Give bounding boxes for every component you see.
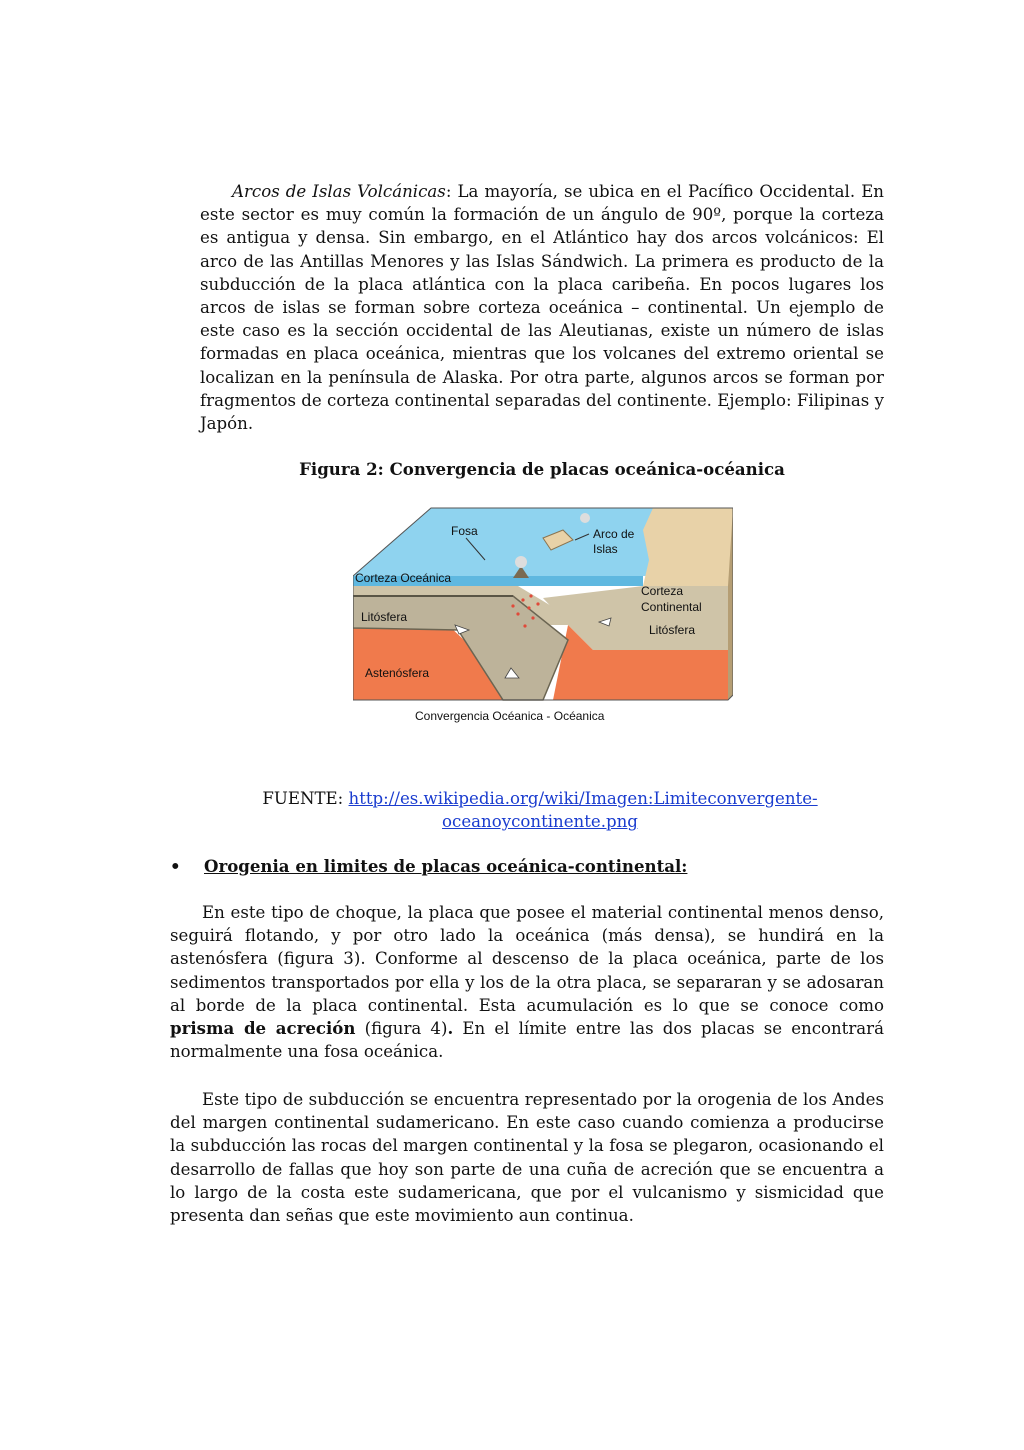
label-arco-line2: Islas [593, 542, 618, 556]
label-litosfera-right: Litósfera [649, 623, 696, 637]
term-arcos-islas: Arcos de Islas Volcánicas [232, 182, 446, 201]
label-arco-line1: Arco de [593, 527, 635, 541]
figure-caption: Figura 2: Convergencia de placas oceánica-océanica [299, 459, 785, 479]
label-astenosfera: Astenósfera [365, 666, 430, 680]
continent-surface [643, 508, 733, 586]
paragraph-choque-part1: En este tipo de choque, la placa que posee el material continental menos denso, seguirá flotando, y por otro lado la oceánica (más densa), se hundirá en la astenósfera (figura 3). Conforme al descenso de la placa oceánica, parte de los sedimentos transportados por ella y los de la otra placa, se separaran y se adosaran al borde de la placa continental. Esta acumulación es lo que se conoce como [170, 903, 884, 1015]
convergence-diagram [353, 500, 733, 732]
paragraph-choque-dot: . [447, 1018, 454, 1039]
paragraph-arcos-text: : La mayoría, se ubica en el Pacífico Occidental. En este sector es muy común la formación de un ángulo de 90º, porque la corteza es antigua y densa. Sin embargo, en el Atlántico hay dos arcos volcánicos: El arco de las Antillas Menores y las Islas Sándwich. La primera es producto de la subducción de la placa atlántica con la placa caribeña. En pocos lugares los arcos de islas se forman sobre corteza oceánica – continental. Un ejemplo de este caso es la sección occidental de las Aleutianas, existe un número de islas formadas en placa oceánica, mientras que los volcanes del extremo oriental se localizan en la península de Alaska. Por otra parte, algunos arcos se forman por fragmentos de corteza continental separadas del continente. Ejemplo: Filipinas y Japón. [200, 182, 884, 434]
label-corteza-line2: Continental [641, 600, 702, 614]
source-link-line1[interactable]: http://es.wikipedia.org/wiki/Imagen:Limiteconvergente- [348, 789, 818, 808]
label-fosa: Fosa [451, 524, 478, 538]
source-link-line2[interactable]: oceanoycontinente.png [442, 812, 638, 831]
source-label: FUENTE: [262, 789, 349, 808]
label-corteza-line1: Corteza [641, 584, 684, 598]
label-corteza-oceanica: Corteza Oceánica [355, 571, 452, 585]
label-litosfera-left: Litósfera [361, 610, 408, 624]
paragraph-choque [170, 901, 884, 1063]
term-prisma-acrecion: prisma de acreción [170, 1018, 356, 1039]
section-heading-row [170, 856, 687, 876]
label-bottom-caption: Convergencia Océanica - Océanica [415, 709, 605, 723]
paragraph-arcos-islas [200, 180, 884, 435]
paragraph-subduccion-text: Este tipo de subducción se encuentra representado por la orogenia de los Andes del margen continental sudamericano. En este caso cuando comienza a producirse la subducción las rocas del margen continental y la fosa se plegaron, ocasionando el desarrollo de fallas que hoy son parte de una cuña de acreción que se encuentra a lo largo de la costa este sudamericana, que por el vulcanismo y sismicidad que presenta dan señas que este movimiento aun continua. [170, 1090, 884, 1226]
paragraph-choque-part2: (figura 4) [355, 1019, 448, 1039]
section-heading: Orogenia en limites de placas oceánica-continental: [204, 856, 688, 876]
paragraph-choque-part3: En el límite entre las dos placas se encontrará normalmente una fosa oceánica. [170, 1019, 884, 1062]
bullet-icon: • [170, 856, 181, 876]
figure-source [240, 787, 840, 833]
paragraph-subduccion-andes [170, 1088, 884, 1227]
